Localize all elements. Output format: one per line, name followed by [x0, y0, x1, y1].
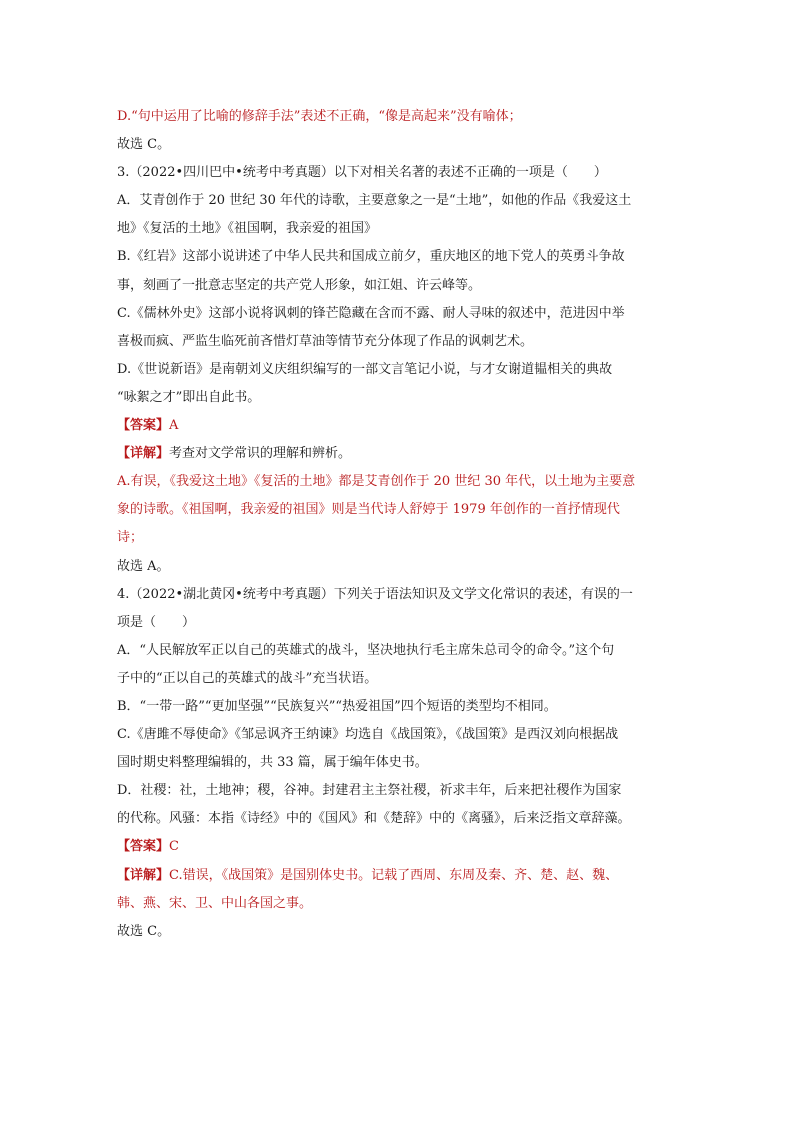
answer-label: 【答案】	[117, 418, 170, 434]
answer-line	[117, 833, 677, 861]
text-line: B.《红岩》这部小说讲述了中华人民共和国成立前夕，重庆地区的地下党人的英勇斗争故	[117, 249, 625, 265]
text-line: 故选 C。	[117, 137, 171, 153]
text-line: A．“人民解放军正以自己的英雄式的战斗，坚决地执行毛主席朱总司令的命令。”这个句	[117, 642, 615, 658]
text-line: 地》《复活的土地》《祖国啊，我亲爱的祖国》	[117, 221, 378, 237]
explanation-label: 【详解】	[117, 446, 170, 462]
text-line: 3.（2022•四川巴中•统考中考真题）以下对相关名著的表述不正确的一项是（ ）	[117, 165, 607, 181]
text-line: 象的诗歌。《祖国啊，我亲爱的祖国》则是当代诗人舒婷于 1979 年创作的一首抒情现代	[117, 502, 620, 518]
text-line: D.“句中运用了比喻的修辞手法”表述不正确，“像是高起来”没有喻体；	[117, 109, 522, 124]
text-line: 诗；	[117, 530, 144, 546]
text-line: C.《唐雎不辱使命》《邹忌讽齐王纳谏》均选自《战国策》，《战国策》是西汉刘向根据战	[117, 727, 619, 743]
explanation-line	[117, 862, 677, 890]
text-line: 事，刻画了一批意志坚定的共产党人形象，如江姐、许云峰等。	[117, 277, 482, 293]
answer-value: C	[169, 839, 179, 855]
explanation-label: 【详解】	[117, 867, 170, 883]
text-line: 故选 C。	[117, 923, 171, 939]
answer-value: A	[169, 418, 179, 434]
text-line: 的代称。风骚：本指《诗经》中的《国风》和《楚辞》中的《离骚》，后来泛指文章辞藻。	[117, 811, 631, 827]
text-line: 项是（ ）	[117, 614, 196, 630]
document-body	[117, 103, 677, 946]
answer-line	[117, 412, 677, 440]
text-line: “咏絮之才”即出自此书。	[117, 389, 261, 405]
text-line: D．社稷：社，土地神；稷，谷神。封建君主主祭社稷，祈求丰年，后来把社稷作为国家	[117, 783, 622, 799]
text-line: 国时期史料整理编辑的，共 33 篇，属于编年体史书。	[117, 755, 428, 771]
text-line: 喜极而疯、严监生临死前吝惜灯草油等情节充分体现了作品的讽刺艺术。	[117, 333, 534, 349]
text-line: 韩、燕、宋、卫、中山各国之事。	[117, 895, 313, 911]
text-line: 故选 A。	[117, 558, 170, 574]
text-line: A.有误，《我爱这土地》《复活的土地》都是艾青创作于 20 世纪 30 年代，以土地为主要意	[117, 474, 636, 490]
explanation-text: 考查对文学常识的理解和辨析。	[169, 446, 352, 462]
explanation-text: C.错误，《战国策》是国别体史书。记载了西周、东周及秦、齐、楚、赵、魏、	[169, 867, 619, 883]
explanation-line	[117, 440, 677, 468]
text-line: 4.（2022•湖北黄冈•统考中考真题）下列关于语法知识及文学文化常识的表述，有误的一	[117, 586, 633, 602]
text-line: B．“一带一路”“更加坚强”“民族复兴”“热爱祖国”四个短语的类型均不相同。	[117, 698, 557, 714]
text-line: A．艾青创作于 20 世纪 30 年代的诗歌，主要意象之一是“土地”，如他的作品《我爱这土	[117, 193, 632, 209]
answer-label: 【答案】	[117, 839, 170, 855]
text-line: C.《儒林外史》这部小说将讽刺的锋芒隐藏在含而不露、耐人寻味的叙述中，范进因中举	[117, 305, 625, 321]
text-line: 子中的“正以自己的英雄式的战斗”充当状语。	[117, 670, 378, 686]
text-line: D.《世说新语》是南朝刘义庆组织编写的一部文言笔记小说，与才女谢道韫相关的典故	[117, 361, 613, 377]
